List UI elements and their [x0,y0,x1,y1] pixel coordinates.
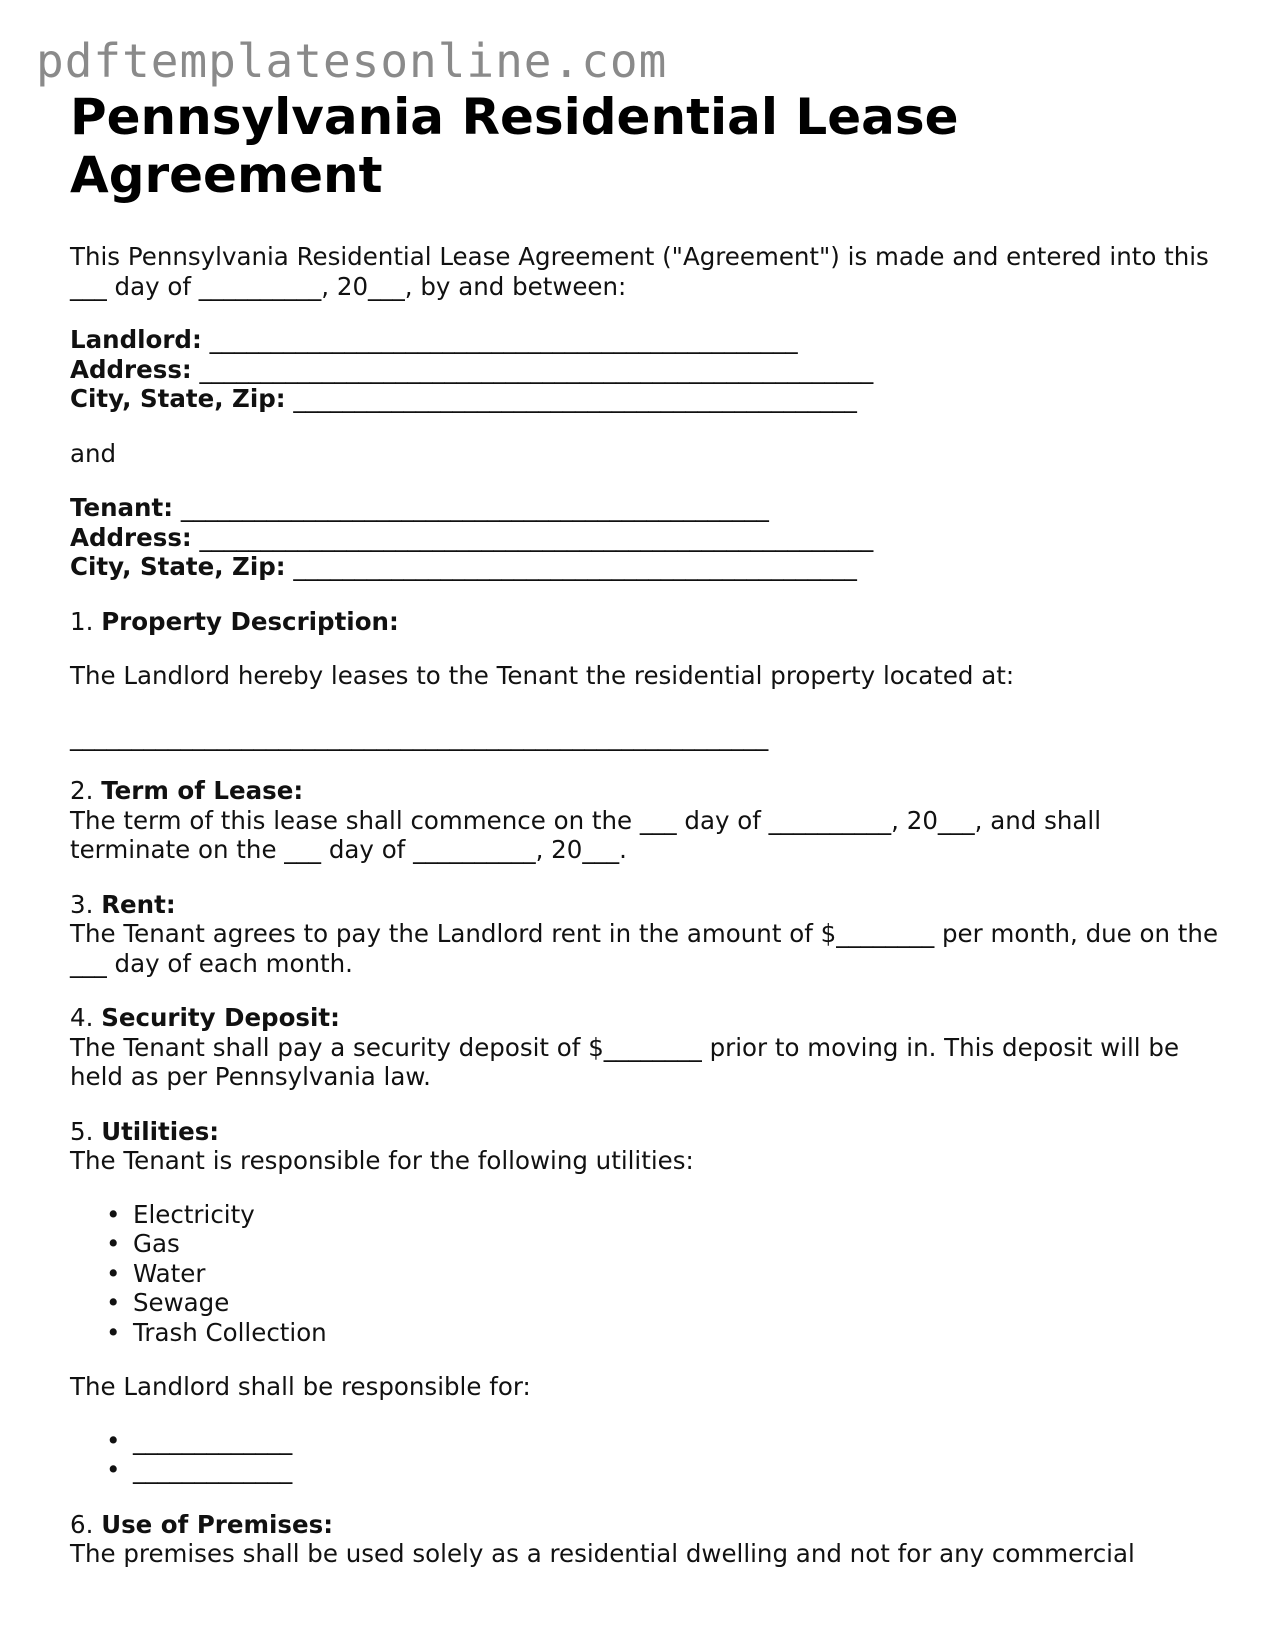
section-number: 4. [70,1003,94,1032]
bullet-icon: • [106,1455,121,1484]
list-item [106,1199,1220,1230]
list-item-blank: _____________ [133,1425,293,1455]
tenant-address-blank: _______________________________________________________ [199,522,874,552]
landlord-address-line [70,355,1220,385]
section-number: 2. [70,776,94,805]
section-number: 1. [70,606,94,636]
list-item [106,1229,1220,1259]
list-item-text: Water [133,1258,206,1288]
watermark: pdftemplatesonline.com [36,34,668,88]
list-item-text: Gas [133,1229,180,1258]
landlord-block [70,325,1220,414]
list-item-text: Sewage [133,1288,230,1317]
tenant-city-label: City, State, Zip: [70,552,286,581]
tenant-name-label: Tenant: [70,493,174,522]
document-page [70,88,1220,1569]
bullet-icon: • [106,1199,121,1229]
section-title: Security Deposit: [101,1003,340,1032]
term-text: The term of this lease shall commence on the ___ day of __________, 20___, and shall terminate on the ___ day of __________, 20___. [70,805,1102,864]
landlord-name-line [70,325,1220,355]
bullet-icon: • [106,1317,121,1347]
and-text: and [70,438,117,468]
list-item [106,1455,1220,1485]
deposit-text: The Tenant shall pay a security deposit of $________ prior to moving in. This deposit will be held as per Pennsylvania law. [70,1032,1180,1091]
list-item [106,1288,1220,1318]
section-title: Utilities: [101,1116,220,1146]
bullet-icon: • [106,1229,121,1258]
section-heading-deposit [70,1003,1220,1033]
section-heading-utilities [70,1117,1220,1147]
landlord-name-blank: ________________________________________________ [209,325,798,354]
tenant-name-line [70,493,1220,523]
landlord-city-blank: ______________________________________________ [293,384,857,413]
list-item-text: Electricity [133,1199,255,1229]
use-text: The premises shall be used solely as a residential dwelling and not for any commercial [70,1539,1135,1568]
section-heading-use [70,1510,1220,1540]
section-heading-property [70,607,1220,637]
landlord-utilities-text: The Landlord shall be responsible for: [70,1372,531,1401]
section-number: 6. [70,1509,94,1539]
rent-text: The Tenant agrees to pay the Landlord rent in the amount of $________ per month, due on the ___ day of each month. [70,919,1219,978]
intro-paragraph: This Pennsylvania Residential Lease Agreement ("Agreement") is made and entered into this ___ day of __________, 20___, by and between: [70,242,1209,301]
tenant-name-blank: ________________________________________________ [180,493,769,522]
bullet-icon: • [106,1425,121,1455]
document-title: Pennsylvania Residential Lease Agreement [70,88,959,204]
property-address-blank: _________________________________________________________ [70,721,769,751]
section-title: Rent: [101,889,176,919]
utilities-text: The Tenant is responsible for the following utilities: [70,1146,694,1175]
tenant-utilities-list [70,1200,1220,1348]
landlord-name-label: Landlord: [70,325,202,354]
tenant-city-blank: ______________________________________________ [293,552,857,581]
section-heading-term [70,776,1220,806]
landlord-city-label: City, State, Zip: [70,384,286,413]
landlord-address-blank: _______________________________________________________ [199,354,874,384]
section-title: Use of Premises: [101,1509,333,1539]
list-item-text: Trash Collection [133,1317,327,1347]
section-title: Term of Lease: [101,776,304,805]
list-item [106,1317,1220,1348]
landlord-address-label: Address: [70,354,192,384]
landlord-city-line [70,384,1220,414]
section-number: 5. [70,1116,94,1146]
section-number: 3. [70,889,94,919]
tenant-address-line [70,523,1220,553]
tenant-city-line [70,552,1220,582]
section-heading-rent [70,890,1220,920]
section-title: Property Description: [101,606,399,636]
list-item-blank: _____________ [133,1455,293,1484]
tenant-block [70,493,1220,582]
bullet-icon: • [106,1288,121,1317]
bullet-icon: • [106,1258,121,1288]
tenant-address-label: Address: [70,522,192,552]
list-item [106,1425,1220,1456]
landlord-utilities-list [70,1426,1220,1485]
property-text: The Landlord hereby leases to the Tenant the residential property located at: [70,661,1015,690]
list-item [106,1258,1220,1289]
